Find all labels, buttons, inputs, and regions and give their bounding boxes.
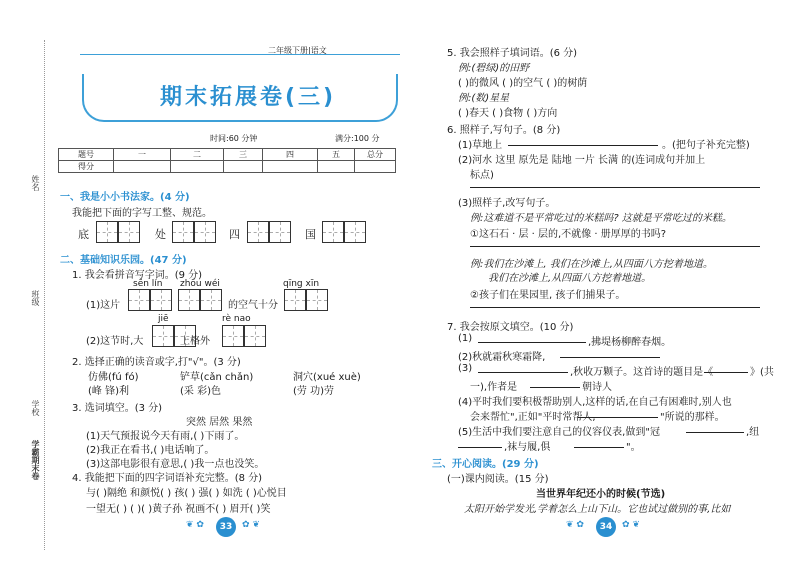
writing-grid[interactable]: [194, 221, 216, 243]
q6-example: 例:这难道不是平常吃过的米糕吗? 这就是平常吃过的米糕。: [470, 213, 732, 224]
answer-grid[interactable]: [306, 289, 328, 311]
q2-option[interactable]: 仿佛(fú fó): [88, 372, 139, 383]
q6-line-2: (2)河水 这里 原先是 陆地 一片 长满 的(连词成句并加上: [458, 155, 706, 166]
q7-line-4c: "所说的那样。: [660, 412, 725, 423]
passage-title: 当世界年纪还小的时候(节选): [536, 489, 666, 500]
q1-line-2b: 上格外: [180, 336, 210, 347]
q4-title: 4. 我能把下面的四字词语补充完整。(8 分): [72, 473, 263, 484]
writing-grid[interactable]: [118, 221, 140, 243]
q7-line-3e: 朝诗人: [582, 382, 612, 393]
q7-line-3: (3): [458, 363, 473, 374]
score-table: [58, 148, 396, 173]
score-input[interactable]: [114, 161, 171, 173]
answer-grid[interactable]: [128, 289, 150, 311]
vine-icon: ❦ ✿: [186, 520, 204, 530]
exam-time: 时间:60 分钟: [210, 134, 258, 143]
binding-name-label: 姓名: [31, 175, 40, 191]
q7-line-4: (4)平时我们要积极帮助别人,这样的话,在自己有困难时,别人也: [458, 397, 732, 408]
score-cell: 三: [224, 149, 263, 161]
grade-tag: 二年级下册|语文: [268, 46, 327, 55]
q2-option[interactable]: (峰 锋)利: [88, 386, 129, 397]
q2-option[interactable]: 铲草(cǎn chǎn): [180, 372, 254, 383]
q2-option[interactable]: (采 彩)色: [180, 386, 221, 397]
q6-example-2a: 例:我们在沙滩上, 我们在沙滩上,从四面八方挖着地道。: [470, 259, 713, 270]
q7-line-2: (2)秋就霜秋寒霜降,: [458, 352, 546, 363]
score-cell: 四: [263, 149, 318, 161]
q2-option[interactable]: (劳 功)劳: [293, 386, 334, 397]
score-value-row: [59, 161, 396, 173]
pinyin: rè nao: [222, 314, 251, 324]
binding-brand: 学霸期末卷: [31, 440, 40, 480]
writing-grid[interactable]: [96, 221, 118, 243]
pinyin: sēn lín: [133, 279, 163, 289]
passage-text: 太阳开始学发光,学着怎么上山下山。它也试过做别的事,比如: [464, 504, 731, 515]
q3-word-bank: 突然 居然 果然: [186, 417, 253, 428]
answer-blank[interactable]: [470, 307, 760, 308]
section-2-heading: 二、基础知识乐园。(47 分): [60, 255, 187, 266]
answer-blank[interactable]: [478, 342, 586, 343]
q7-line-3c: 》(共: [750, 367, 774, 378]
section-1-heading: 一、我是小小书法家。(4 分): [60, 192, 190, 203]
q7-line-5b: ,纽: [746, 427, 760, 438]
sample-char: 处: [155, 228, 166, 241]
answer-blank[interactable]: [508, 145, 658, 146]
q3-line[interactable]: (3)这部电影很有意思,( )我一点也没笑。: [86, 459, 265, 470]
answer-grid[interactable]: [178, 289, 200, 311]
q1-line-1a: (1)这片: [86, 300, 121, 311]
sample-char: 国: [305, 228, 316, 241]
vine-icon: ✿ ❦: [242, 520, 260, 530]
page-number-right: 34: [596, 517, 616, 537]
q1-title: 1. 我会看拼音写字词。(9 分): [72, 270, 203, 281]
sample-char: 四: [229, 228, 240, 241]
binding-class-label: 班级: [31, 290, 40, 306]
score-header-row: [59, 149, 396, 161]
binding-line: [44, 40, 45, 550]
q6-title: 6. 照样子,写句子。(8 分): [447, 125, 561, 136]
vine-icon: ❦ ✿: [566, 520, 584, 530]
q6-line-1b: 。(把句子补充完整): [662, 140, 750, 151]
writing-grid[interactable]: [172, 221, 194, 243]
sample-char: 底: [78, 228, 89, 241]
writing-grid[interactable]: [269, 221, 291, 243]
section-1-prompt: 我能把下面的字写工整、规范。: [72, 208, 212, 219]
binding-school-label: 学校: [31, 400, 40, 416]
q1-line-2a: (2)这节时,大: [86, 336, 144, 347]
q6-line-2b: 标点): [470, 170, 494, 181]
answer-blank[interactable]: [686, 432, 744, 433]
q6-line-1a: (1)草地上: [458, 140, 503, 151]
writing-grid[interactable]: [322, 221, 344, 243]
pinyin: qīng xīn: [283, 279, 320, 289]
q3-line[interactable]: (1)天气预报说今天有雨,( )下雨了。: [86, 431, 245, 442]
answer-grid[interactable]: [244, 325, 266, 347]
score-cell: 题号: [59, 149, 114, 161]
q7-title: 7. 我会按原文填空。(10 分): [447, 322, 574, 333]
answer-blank[interactable]: [478, 372, 568, 373]
reading-sub-heading: (一)课内阅读。(15 分): [447, 474, 549, 485]
page-title: 期末拓展卷(三): [160, 85, 337, 110]
writing-grid[interactable]: [344, 221, 366, 243]
answer-blank[interactable]: [458, 447, 502, 448]
answer-blank[interactable]: [704, 372, 748, 373]
answer-blank[interactable]: [578, 417, 658, 418]
q6-example-2b: 我们在沙滩上,从四面八方挖着地道。: [488, 273, 652, 284]
answer-grid[interactable]: [150, 289, 172, 311]
pinyin: jiē: [158, 314, 169, 324]
q4-line[interactable]: 与( )隔绝 和颜悦( ) 孩( ) 强( ) 如洗 ( )心悦目: [86, 488, 287, 499]
q5-line[interactable]: ( )的微风 ( )的空气 ( )的树荫: [458, 78, 588, 89]
answer-blank[interactable]: [470, 187, 760, 188]
score-input[interactable]: [263, 161, 318, 173]
q3-line[interactable]: (2)我正在看书,( )电话响了。: [86, 445, 215, 456]
answer-grid[interactable]: [152, 325, 174, 347]
q1-line-1b: 的空气十分: [228, 300, 278, 311]
score-cell: 一: [114, 149, 171, 161]
q2-title: 2. 选择正确的读音或字,打"√"。(3 分): [72, 357, 241, 368]
q6-line-3: (3)照样子,改写句子。: [458, 198, 556, 209]
q5-line[interactable]: ( )春天 ( )食物 ( )方向: [458, 108, 558, 119]
page-number-left: 33: [216, 517, 236, 537]
score-input[interactable]: [318, 161, 355, 173]
score-cell: 总分: [355, 149, 396, 161]
q5-example-2: 例:(数)星星: [458, 93, 510, 104]
q7-line-1b: ,拂堤杨柳醉春烟。: [588, 337, 672, 348]
q7-line-1: (1): [458, 333, 473, 344]
q7-line-5c: ,袜与履,俱: [504, 442, 551, 453]
answer-grid[interactable]: [200, 289, 222, 311]
q5-example-1: 例:(碧绿)的田野: [458, 63, 530, 74]
score-input[interactable]: [171, 161, 224, 173]
answer-blank[interactable]: [574, 447, 624, 448]
score-cell: 二: [171, 149, 224, 161]
vine-icon: ✿ ❦: [622, 520, 640, 530]
score-input[interactable]: [224, 161, 263, 173]
writing-grid[interactable]: [247, 221, 269, 243]
score-cell: 五: [318, 149, 355, 161]
answer-blank[interactable]: [530, 387, 580, 388]
q2-option[interactable]: 洞穴(xué xuè): [293, 372, 361, 383]
pinyin: zhōu wéi: [180, 279, 220, 289]
score-input[interactable]: [355, 161, 396, 173]
score-cell: 得分: [59, 161, 114, 173]
q7-line-3b: ,秋收万颗子。这首诗的题目是《: [570, 367, 714, 378]
q7-line-4b: 会来帮忙",正如"平时常帮人,: [470, 412, 596, 423]
q7-line-5d: "。: [626, 442, 641, 453]
full-score: 满分:100 分: [335, 134, 380, 143]
answer-grid[interactable]: [222, 325, 244, 347]
q6-line-5: ②孩子们在果园里, 孩子们捕果子。: [470, 290, 626, 301]
q4-line[interactable]: 一望无( ) ( )( )黄子孙 祝画不( ) 眉开( )笑: [86, 504, 271, 515]
answer-blank[interactable]: [470, 246, 760, 247]
q3-title: 3. 选词填空。(3 分): [72, 403, 163, 414]
section-3-heading: 三、开心阅读。(29 分): [432, 459, 539, 470]
q7-line-5: (5)生活中我们要注意自己的仪容仪表,做到"冠: [458, 427, 660, 438]
header-rule: [80, 54, 400, 55]
answer-blank[interactable]: [560, 357, 660, 358]
q6-line-4: ①这石石 · 层 · 层的,不就像 · 册厚厚的书吗?: [470, 229, 667, 240]
answer-grid[interactable]: [284, 289, 306, 311]
q5-title: 5. 我会照样子填词语。(6 分): [447, 48, 578, 59]
q7-line-3d: 一),作者是: [470, 382, 518, 393]
